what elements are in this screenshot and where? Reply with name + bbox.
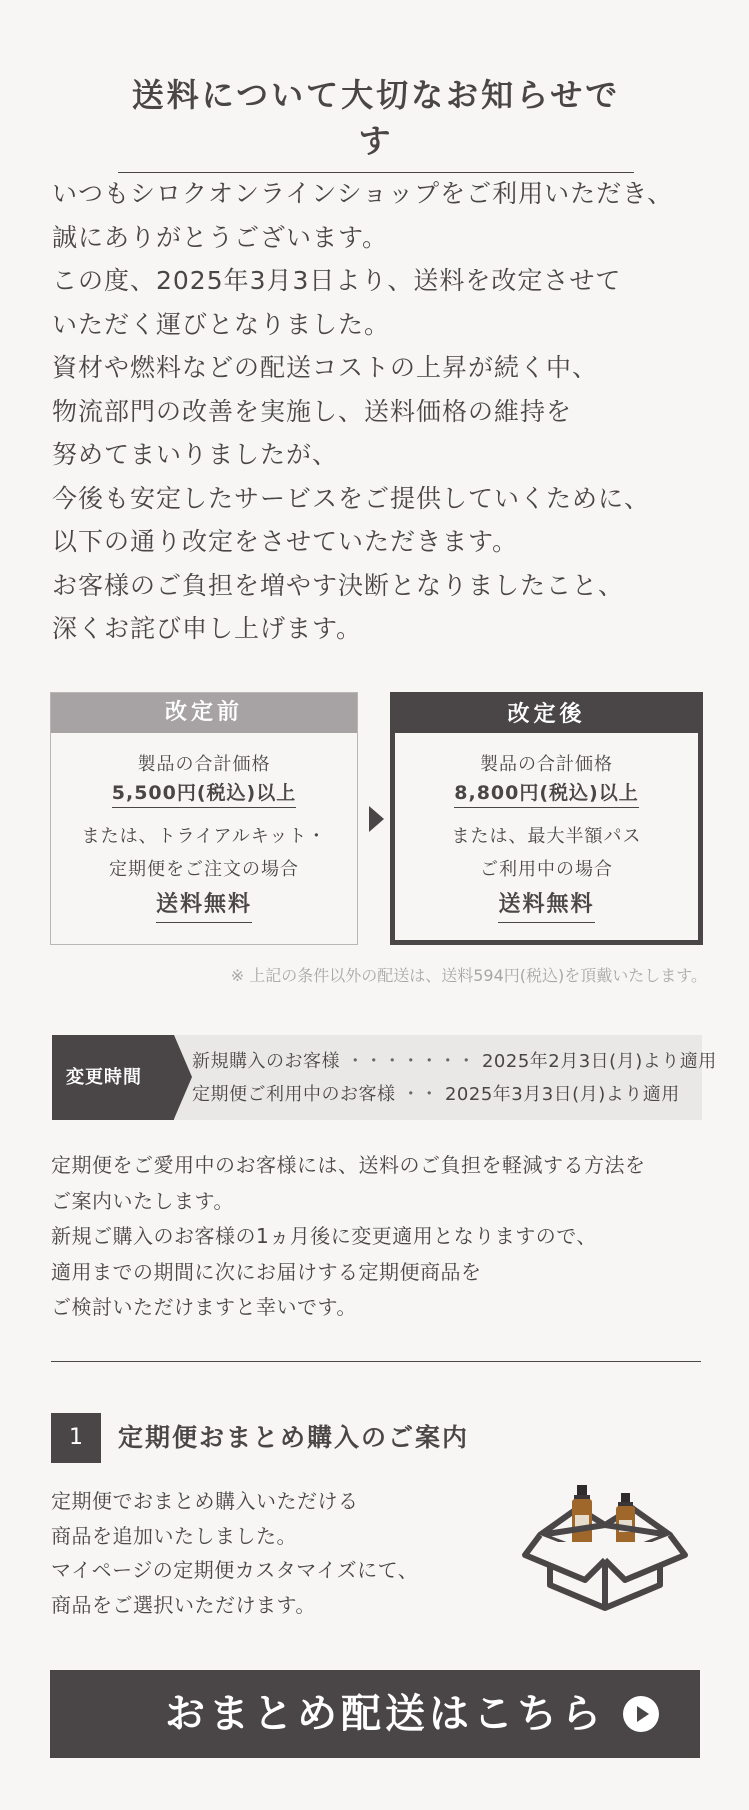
notice-line: 適用までの期間に次にお届けする定期便商品を xyxy=(51,1259,482,1284)
after-condition: ご利用中の場合 xyxy=(480,859,613,880)
before-revision-box xyxy=(50,692,358,945)
intro-line: 誠にありがとうございます。 xyxy=(52,222,389,252)
before-total-label: 製品の合計価格 xyxy=(137,754,271,775)
intro-line: 物流部門の改善を実施し、送料価格の維持を xyxy=(52,396,573,426)
intro-line: いつもシロクオンラインショップをご利用いただき、 xyxy=(52,179,674,208)
section-line: 定期便でおまとめ購入いただける xyxy=(51,1489,359,1513)
schedule-row xyxy=(192,1045,717,1078)
after-total-label: 製品の合計価格 xyxy=(480,754,613,775)
notice-line: ご検討いただけますと幸いです。 xyxy=(51,1295,357,1319)
after-heading: 改定後 xyxy=(395,697,698,733)
product-box-illustration xyxy=(520,1480,690,1615)
intro-line: 今後も安定したサービスをご提供していくために、 xyxy=(52,483,651,513)
notice-line: 新規ご購入のお客様の1ヵ月後に変更適用となりますので、 xyxy=(51,1224,597,1248)
section-title: 定期便おまとめ購入のご案内 xyxy=(118,1423,470,1452)
bundle-delivery-label: おまとめ配送はこちら xyxy=(165,1691,605,1737)
intro-line: 以下の通り改定をさせていただきます。 xyxy=(52,527,519,556)
before-heading: 改定前 xyxy=(51,693,357,733)
section-line: 商品を追加いたしました。 xyxy=(51,1523,297,1548)
leader-dots: ・・ xyxy=(401,1084,439,1105)
intro-line: 努めてまいりましたが、 xyxy=(52,440,339,469)
section-body xyxy=(51,1484,418,1622)
section-divider xyxy=(51,1361,701,1362)
intro-line: この度、2025年3月3日より、送料を改定させて xyxy=(52,266,622,295)
intro-line: 資材や燃料などの配送コストの上昇が続く中、 xyxy=(52,353,599,382)
after-revision-box xyxy=(390,692,703,945)
section-line: 商品をご選択いただけます。 xyxy=(51,1592,316,1617)
schedule-date: 2025年2月3日(月)より適用 xyxy=(481,1051,717,1072)
after-free-shipping: 送料無料 xyxy=(498,888,594,923)
schedule-date: 2025年3月3日(月)より適用 xyxy=(444,1084,680,1105)
after-price-threshold: 8,800円(税込)以上 xyxy=(454,779,638,808)
before-condition: または、トライアルキット・ xyxy=(81,826,327,847)
play-circle-icon xyxy=(622,1695,660,1733)
schedule-banner xyxy=(52,1035,717,1120)
before-condition: 定期便をご注文の場合 xyxy=(109,859,299,880)
intro-line: いただく運びとなりました。 xyxy=(52,309,391,339)
schedule-customer: 新規購入のお客様 xyxy=(192,1051,340,1072)
schedule-label: 変更時間 xyxy=(52,1035,174,1120)
section-line: マイページの定期便カスタマイズにて、 xyxy=(51,1558,419,1582)
intro-line: お客様のご負担を増やす決断となりましたこと、 xyxy=(52,570,625,600)
subscription-notice xyxy=(51,1148,711,1326)
intro-text xyxy=(52,172,712,651)
before-free-shipping: 送料無料 xyxy=(156,888,252,923)
section-number-badge: 1 xyxy=(51,1413,101,1463)
arrow-right-icon xyxy=(369,806,384,832)
shipping-fee-note: ※ 上記の条件以外の配送は、送料594円(税込)を頂戴いたします。 xyxy=(230,966,707,985)
bundle-delivery-button[interactable] xyxy=(50,1670,700,1758)
notice-line: ご案内いたします。 xyxy=(51,1188,234,1213)
before-price-threshold: 5,500円(税込)以上 xyxy=(112,779,296,808)
schedule-row xyxy=(192,1078,717,1111)
schedule-customer: 定期便ご利用中のお客様 xyxy=(192,1084,396,1105)
page-title: 送料について大切なお知らせです xyxy=(118,70,634,173)
intro-line: 深くお詫び申し上げます。 xyxy=(52,614,363,643)
notice-line: 定期便をご愛用中のお客様には、送料のご負担を軽減する方法を xyxy=(51,1153,646,1177)
after-condition: または、最大半額パス xyxy=(451,826,642,847)
leader-dots: ・・・・・・・ xyxy=(346,1051,476,1072)
